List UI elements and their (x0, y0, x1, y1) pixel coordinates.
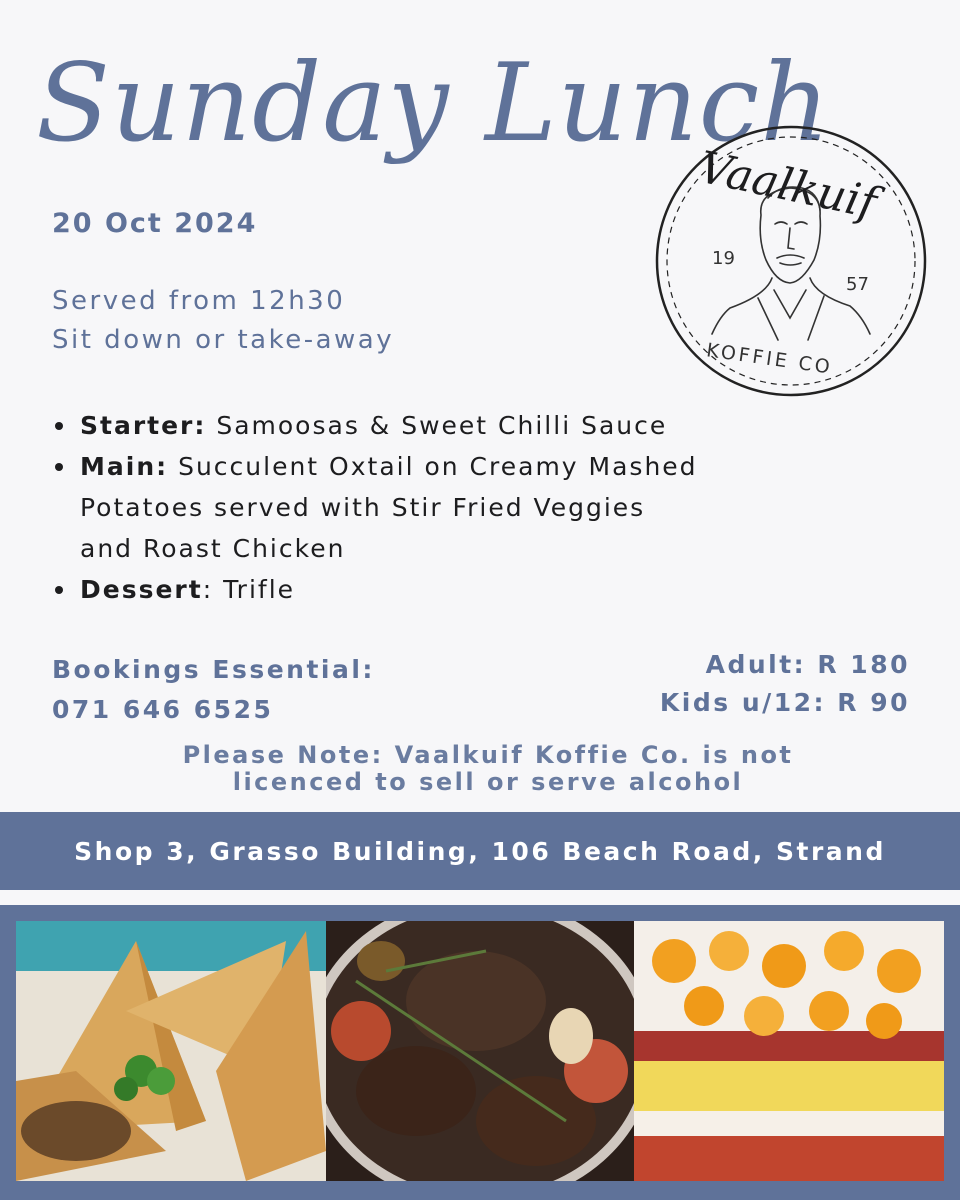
list-item (52, 405, 852, 446)
trifle-photo (634, 921, 944, 1181)
menu-item-text: Samoosas & Sweet Chilli Sauce (206, 411, 668, 440)
bookings-info (52, 650, 375, 730)
menu-item-text: Potatoes served with Stir Fried Veggies (80, 493, 646, 522)
logo-year-left: 19 (712, 248, 735, 269)
served-time: Served from 12h30 (52, 286, 346, 316)
oxtail-photo (326, 921, 634, 1181)
alcohol-note (60, 742, 916, 796)
note-line: licenced to sell or serve alcohol (232, 768, 744, 796)
kids-price: Kids u/12: R 90 (659, 688, 910, 717)
address-banner (0, 812, 960, 890)
price-list (660, 646, 910, 722)
adult-price: Adult: R 180 (705, 650, 910, 679)
page-title: Sunday Lunch (36, 41, 831, 166)
logo-year-right: 57 (846, 274, 869, 295)
menu-item-text: and Roast Chicken (80, 534, 346, 563)
logo-brand-name: Vaalkuif (694, 141, 881, 230)
menu-item-text: : Trifle (202, 575, 296, 604)
menu-item-label: Dessert (80, 575, 203, 604)
bookings-label: Bookings Essential: (52, 655, 375, 684)
menu-list (52, 405, 852, 610)
list-item (52, 446, 852, 569)
service-option: Sit down or take-away (52, 325, 395, 355)
menu-item-label: Main: (80, 452, 169, 481)
note-line: Please Note: Vaalkuif Koffie Co. is not (182, 741, 794, 769)
bookings-phone[interactable]: 071 646 6525 (52, 695, 274, 724)
service-info (52, 282, 394, 360)
logo-subtitle: KOFFIE CO (705, 339, 835, 379)
menu-item-label: Starter: (80, 411, 207, 440)
samoosas-photo (16, 921, 326, 1181)
event-date: 20 Oct 2024 (52, 208, 258, 239)
list-item (52, 569, 852, 610)
address-text: Shop 3, Grasso Building, 106 Beach Road, Strand (74, 836, 886, 866)
menu-item-text: Succulent Oxtail on Creamy Mashed (168, 452, 698, 481)
